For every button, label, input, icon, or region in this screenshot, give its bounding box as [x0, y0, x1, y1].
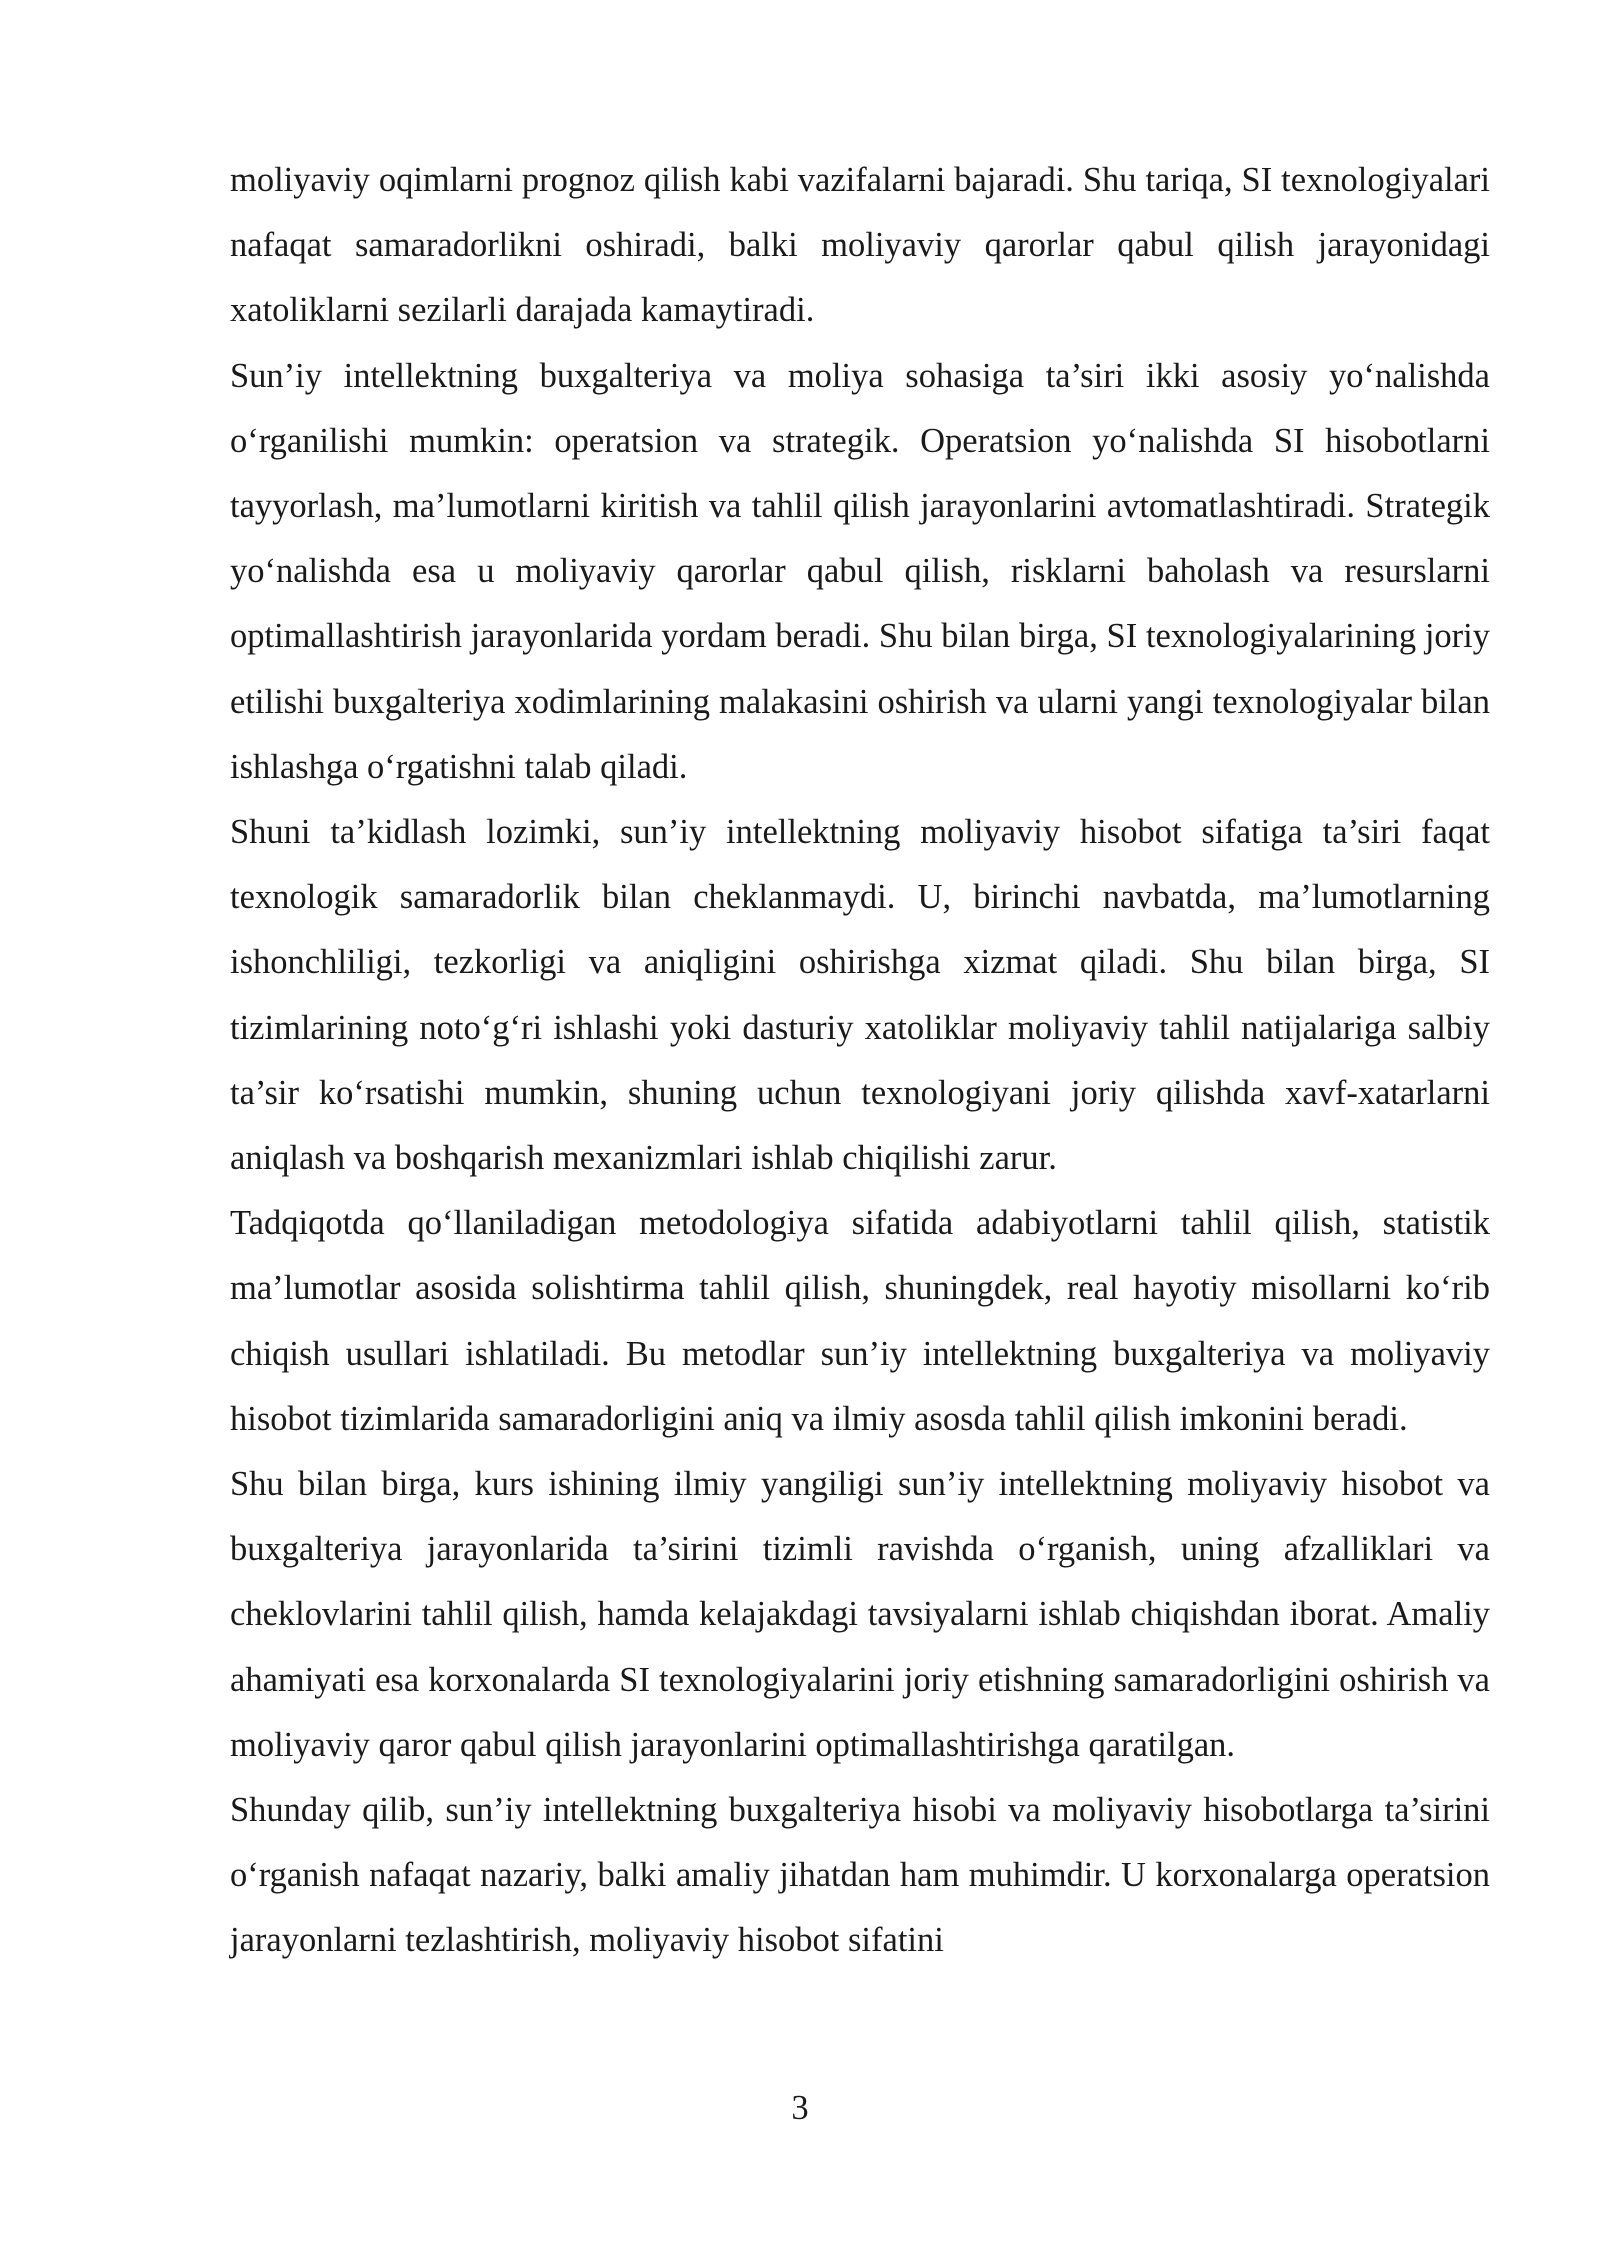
page-number: 3 — [791, 2089, 809, 2127]
paragraph-2: Sun’iy intellektning buxgalteriya va moliya sohasiga ta’siri ikki asosiy yo‘nalishda o‘rganilishi mumkin: operatsion va strategik. Operatsion yo‘nalishda SI hisobotlarni tayyorlash, ma’lumotlarni kiritish va tahlil qilish jarayonlarini avtomatlashtiradi. Strategik yo‘nalishda esa u moliyaviy qarorlar qabul qilish, risklarni baholash va resurslarni optimallashtirish jarayonlarida yordam beradi. Shu bilan birga, SI texnologiyalarining joriy etilishi buxgalteriya xodimlarining malakasini oshirish va ularni yangi texnologiyalar bilan ishlashga o‘rgatishni talab qiladi. — [230, 356, 1490, 786]
paragraph-5: Shu bilan birga, kurs ishining ilmiy yangiligi sun’iy intellektning moliyaviy hisobot va buxgalteriya jarayonlarida ta’sirini tizimli ravishda o‘rganish, uning afzalliklari va cheklovlarini tahlil qilish, hamda kelajakdagi tavsiyalarni ishlab chiqishdan iborat. Amaliy ahamiyati esa korxonalarda SI texnologiyalarini joriy etishning samaradorligini oshirish va moliyaviy qaror qabul qilish jarayonlarini optimallashtirishga qaratilgan. — [230, 1465, 1490, 1764]
paragraph-6: Shunday qilib, sun’iy intellektning buxgalteriya hisobi va moliyaviy hisobotlarga ta’sirini o‘rganish nafaqat nazariy, balki amaliy jihatdan ham muhimdir. U korxonalarga operatsion jarayonlarni tezlashtirish, moliyaviy hisobot sifatini — [230, 1791, 1490, 1960]
paragraph-1: moliyaviy oqimlarni prognoz qilish kabi vazifalarni bajaradi. Shu tariqa, SI texnologiyalari nafaqat samaradorlikni oshiradi, balki moliyaviy qarorlar qabul qilish jarayonidagi xatoliklarni sezilarli darajada kamaytiradi. — [230, 161, 1490, 330]
body-text — [230, 148, 1490, 1974]
paragraph-3: Shuni ta’kidlash lozimki, sun’iy intellektning moliyaviy hisobot sifatiga ta’siri faqat texnologik samaradorlik bilan cheklanmaydi. U, birinchi navbatda, ma’lumotlarning ishonchliligi, tezkorligi va aniqligini oshirishga xizmat qiladi. Shu bilan birga, SI tizimlarining noto‘g‘ri ishlashi yoki dasturiy xatoliklar moliyaviy tahlil natijalariga salbiy ta’sir ko‘rsatishi mumkin, shuning uchun texnologiyani joriy qilishda xavf-xatarlarni aniqlash va boshqarish mexanizmlari ishlab chiqilishi zarur. — [230, 813, 1490, 1178]
paragraph-4: Tadqiqotda qo‘llaniladigan metodologiya sifatida adabiyotlarni tahlil qilish, statistik ma’lumotlar asosida solishtirma tahlil qilish, shuningdek, real hayotiy misollarni ko‘rib chiqish usullari ishlatiladi. Bu metodlar sun’iy intellektning buxgalteriya va moliyaviy hisobot tizimlarida samaradorligini aniq va ilmiy asosda tahlil qilish imkonini beradi. — [230, 1204, 1490, 1438]
